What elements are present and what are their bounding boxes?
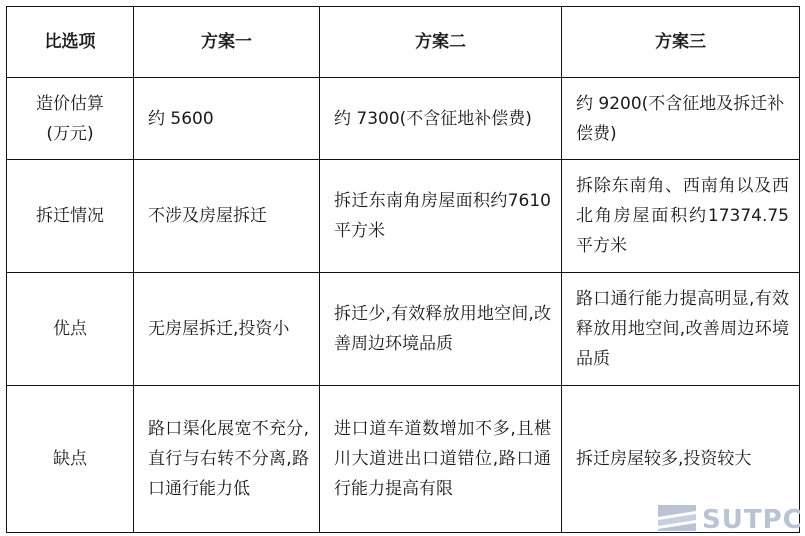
row-label-text: 造价估算 (万元) <box>36 93 104 144</box>
row-label-relocation: 拆迁情况 <box>7 160 134 273</box>
header-row <box>7 7 800 78</box>
table-row <box>7 78 800 160</box>
cell-plan-1-cost: 约 5600 <box>134 78 320 160</box>
cell-plan-3-relocation: 拆除东南角、西南角以及西北角房屋面积约17374.75 平方米 <box>562 160 800 273</box>
cell-plan-3-disadvantages: 拆迁房屋较多,投资较大 <box>562 386 800 533</box>
cell-plan-3-advantages: 路口通行能力提高明显,有效释放用地空间,改善周边环境品质 <box>562 273 800 386</box>
comparison-table <box>6 6 800 533</box>
cell-plan-2-relocation: 拆迁东南角房屋面积约7610 平方米 <box>320 160 562 273</box>
cell-plan-2-cost: 约 7300(不含征地补偿费) <box>320 78 562 160</box>
cell-plan-1-relocation: 不涉及房屋拆迁 <box>134 160 320 273</box>
cell-plan-1-advantages: 无房屋拆迁,投资小 <box>134 273 320 386</box>
row-label-advantages: 优点 <box>7 273 134 386</box>
row-label-cost <box>7 78 134 160</box>
row-label-disadvantages: 缺点 <box>7 386 134 533</box>
cell-plan-1-disadvantages: 路口渠化展宽不充分,直行与右转不分离,路口通行能力低 <box>134 386 320 533</box>
watermark <box>658 505 803 535</box>
cell-plan-2-disadvantages: 进口道车道数增加不多,且椹川大道进出口道错位,路口通行能力提高有限 <box>320 386 562 533</box>
cell-plan-2-advantages: 拆迁少,有效释放用地空间,改善周边环境品质 <box>320 273 562 386</box>
sutpc-logo-icon <box>658 505 696 535</box>
header-plan-1: 方案一 <box>134 7 320 78</box>
header-plan-2: 方案二 <box>320 7 562 78</box>
table-row <box>7 160 800 273</box>
header-plan-3: 方案三 <box>562 7 800 78</box>
header-criteria: 比选项 <box>7 7 134 78</box>
table-row <box>7 273 800 386</box>
cell-plan-3-cost: 约 9200(不含征地及拆迁补偿费) <box>562 78 800 160</box>
watermark-text: SUTPC <box>702 505 803 535</box>
